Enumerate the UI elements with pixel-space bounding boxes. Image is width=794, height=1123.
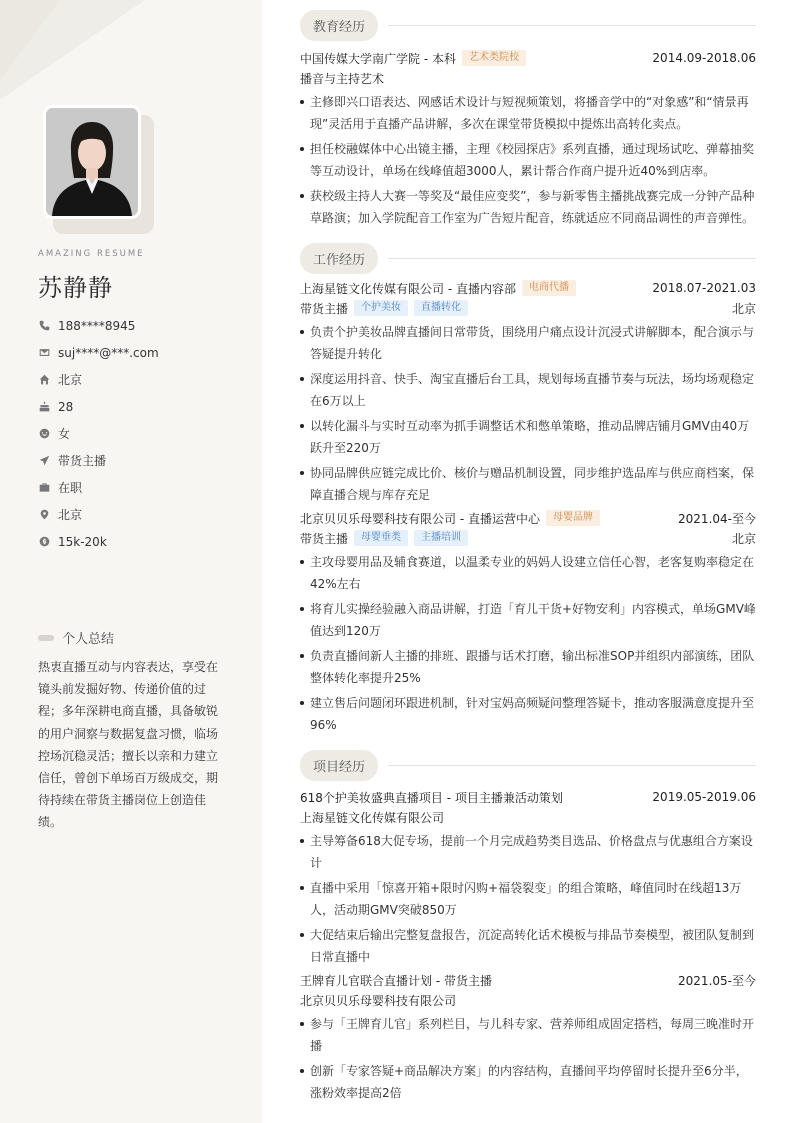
job-role: 带货主播 [300,301,349,316]
company-name: 北京贝贝乐母婴科技有限公司 - 直播运营中心 [300,511,540,526]
info-position [38,447,248,474]
project-org: 上海星链文化传媒有限公司 [300,810,445,825]
job-date: 2021.04-至今 [678,511,756,526]
list-item: 主导筹备618大促专场，提前一个月完成趋势类目选品、价格盘点与优惠组合方案设计 [300,830,756,874]
project-bullets [300,1013,756,1104]
project-org-row [300,807,756,827]
avatar [43,105,141,219]
gender-icon [38,428,50,440]
position-text: 带货主播 [58,454,107,468]
company-badge: 母婴品牌 [546,510,600,526]
education-heading-pill: 教育经历 [300,10,378,41]
project-bullets [300,830,756,968]
project-name: 王牌育儿官联合直播计划 - 带货主播 [300,973,492,988]
status-text: 在职 [58,481,83,495]
list-item: 以转化漏斗与实时互动率为抓手调整话术和憋单策略，推动品牌店铺月GMV由40万跃升至220万 [300,415,756,459]
briefcase-icon [38,482,50,494]
info-email [38,339,248,366]
avatar-photo [43,105,141,219]
info-phone [38,312,248,339]
list-item: 建立售后问题闭环跟进机制，针对宝妈高频疑问整理答疑卡，推动客服满意度提升至96% [300,692,756,736]
list-item: 获校级主持人大赛一等奖及“最佳应变奖”，参与新零售主播挑战赛完成一分钟产品种草路演；加入学院配音工作室为广告短片配音，练就适应不同商品调性的声音弹性。 [300,185,756,229]
job-bullets [300,321,756,506]
mail-icon [38,347,50,359]
summary-text: 热衷直播互动与内容表达，享受在镜头前发掘好物、传递价值的过程；多年深耕电商直播，具备敏锐的用户洞察与数据复盘习惯，临场控场沉稳灵活；擅长以亲和力建立信任，曾创下单场百万级成交，期待持续在带货主播岗位上创造佳绩。 [38,660,219,830]
location-pin-icon [38,509,50,521]
list-item: 将育儿实操经验融入商品讲解，打造「育儿干货+好物安利」内容模式，单场GMV峰值达到120万 [300,598,756,642]
section-divider [388,258,756,259]
education-heading [300,10,756,40]
school-badge: 艺术类院校 [462,50,526,66]
work-heading-pill: 工作经历 [300,243,378,274]
education-date: 2014.09-2018.06 [652,51,756,65]
projects-section [300,750,756,1104]
email-text: suj****@***.com [58,345,159,360]
list-item: 主攻母婴用品及辅食赛道，以温柔专业的妈妈人设建立信任心智，老客复购率稳定在42%左右 [300,551,756,595]
school-name: 中国传媒大学南广学院 - 本科 [300,51,456,66]
section-divider [388,25,756,26]
project-org-row [300,990,756,1010]
summary-heading-bar [38,635,54,641]
salary-text: 15k-20k [58,534,107,549]
resume-tagline: AMAZING RESUME [38,249,145,259]
company-name: 上海星链文化传媒有限公司 - 直播内容部 [300,281,516,296]
job-tag: 母婴垂类 [354,530,408,546]
list-item: 负责直播间新人主播的排班、跟播与话术打磨，输出标准SOP并组织内部演练，团队整体转化率提升25% [300,645,756,689]
work-section [300,243,756,736]
home-icon [38,374,50,386]
list-item: 大促结束后输出完整复盘报告，沉淀高转化话术模板与排品节奏模型，被团队复制到日常直播中 [300,924,756,968]
job-tag: 主播培训 [414,530,468,546]
phone-text: 188****8945 [58,318,136,333]
project-header-row [300,787,756,807]
info-status [38,474,248,501]
project-org: 北京贝贝乐母婴科技有限公司 [300,993,457,1008]
list-item: 创新「专家答疑+商品解决方案」的内容结构，直播间平均停留时长提升至6分半，涨粉效率提高2倍 [300,1060,756,1104]
send-icon [38,455,50,467]
job-city: 北京 [731,301,756,316]
info-home [38,366,248,393]
list-item: 直播中采用「惊喜开箱+限时闪购+福袋裂变」的组合策略，峰值同时在线超13万人，活动期GMV突破850万 [300,877,756,921]
section-divider [388,765,756,766]
portrait-icon [46,108,138,216]
education-row [300,48,756,68]
cake-icon [38,401,50,413]
education-bullets [300,91,756,229]
location-text: 北京 [58,508,83,522]
phone-icon [38,320,50,332]
info-age [38,393,248,420]
job-tag: 直播转化 [414,300,468,316]
list-item: 深度运用抖音、快手、淘宝直播后台工具，规划每场直播节奏与玩法，场均场观稳定在6万以上 [300,368,756,412]
project-name: 618个护美妆盛典直播项目 - 项目主播兼活动策划 [300,790,563,805]
info-salary [38,528,248,555]
sidebar [0,0,262,1123]
project-date: 2019.05-2019.06 [652,790,756,804]
job-bullets [300,551,756,736]
major-name: 播音与主持艺术 [300,71,385,86]
education-section [300,10,756,229]
list-item: 负责个护美妆品牌直播间日常带货，围绕用户痛点设计沉浸式讲解脚本，配合演示与答疑提升转化 [300,321,756,365]
gender-text: 女 [58,427,71,441]
job-role: 带货主播 [300,531,349,546]
work-heading [300,243,756,273]
age-text: 28 [58,399,74,414]
project-header-row [300,970,756,990]
job-tag: 个护美妆 [354,300,408,316]
info-location [38,501,248,528]
candidate-name: 苏静静 [38,274,113,302]
summary-heading [38,628,114,647]
list-item: 协同品牌供应链完成比价、核价与赠品机制设置，同步维护选品库与供应商档案，保障直播合规与库存充足 [300,462,756,506]
job-header-row [300,508,756,528]
job-city: 北京 [731,531,756,546]
contact-info-list [38,312,248,555]
corner-decoration-inner [0,0,60,80]
company-badge: 电商代播 [522,280,576,296]
job-role-row [300,528,756,548]
info-gender [38,420,248,447]
job-role-row [300,298,756,318]
list-item: 主修即兴口语表达、网感话术设计与短视频策划，将播音学中的“对象感”和“情景再现”灵活用于直播产品讲解，多次在课堂带货模拟中提炼出高转化卖点。 [300,91,756,135]
job-date: 2018.07-2021.03 [652,281,756,295]
list-item: 参与「王牌育儿官」系列栏目，与儿科专家、营养师组成固定搭档，每周三晚准时开播 [300,1013,756,1057]
list-item: 担任校融媒体中心出镜主播，主理《校园探店》系列直播，通过现场试吃、弹幕抽奖等互动设计，单场在线峰值超3000人，累计帮合作商户提升近40%到店率。 [300,138,756,182]
home-text: 北京 [58,373,83,387]
salary-icon [38,536,50,548]
projects-heading [300,750,756,780]
job-header-row [300,278,756,298]
projects-heading-pill: 项目经历 [300,750,378,781]
project-date: 2021.05-至今 [678,973,756,988]
summary-heading-text: 个人总结 [62,632,115,647]
major-row [300,68,756,88]
